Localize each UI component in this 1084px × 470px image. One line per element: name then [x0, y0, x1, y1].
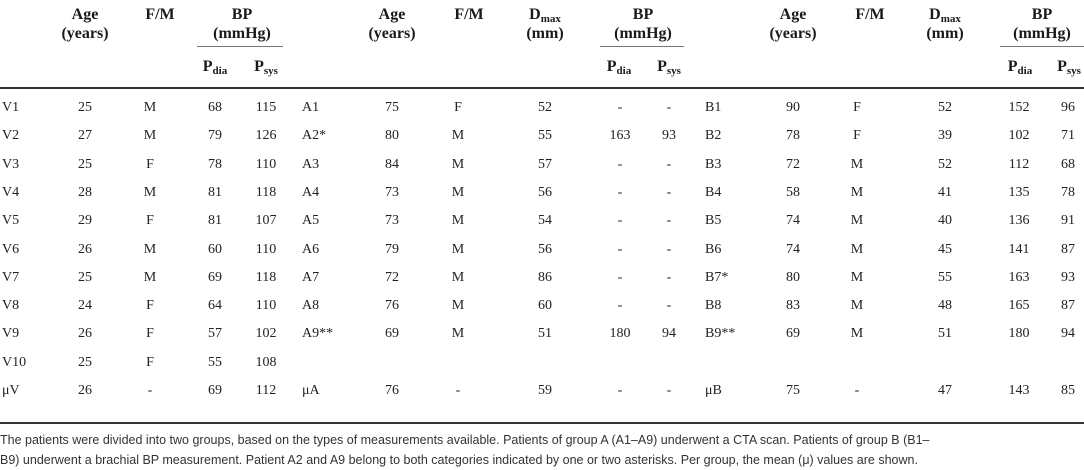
header-psys-b-sub: sys	[1066, 65, 1081, 77]
groupB-cell-dia: 141	[1008, 242, 1030, 257]
groupA-cell-fm: F	[454, 100, 462, 115]
groupA-cell-fm: M	[451, 270, 465, 285]
groupV-cell-id: V4	[2, 185, 20, 200]
header-dmax-a-main: D	[529, 6, 541, 23]
header-bottom-rule	[0, 87, 1084, 89]
groupB-cell-sys: 71	[1061, 128, 1075, 143]
groupB-cell-fm: -	[854, 383, 860, 398]
groupV-cell-age: 25	[78, 157, 92, 172]
groupA-cell-age: 84	[385, 157, 399, 172]
groupV-cell-sys: 108	[255, 355, 277, 370]
header-psys-b	[1057, 57, 1081, 81]
header-pdia-v-sub: dia	[212, 65, 228, 77]
footnote-line-2: B9) underwent a brachial BP measurement. Patient A2 and A9 belong to both categories indicated by one or two asterisks. Per group, the mean (μ) values are shown.	[0, 453, 918, 467]
groupV-cell-age: 24	[78, 298, 92, 313]
groupA-cell-id: A9**	[302, 326, 334, 341]
groupB-cell-sys: 68	[1061, 157, 1075, 172]
groupA-cell-dia: -	[617, 270, 623, 285]
groupV-cell-id: V10	[2, 355, 27, 370]
groupA-cell-fm: M	[451, 185, 465, 200]
header-fm-b: F/M	[855, 6, 885, 23]
groupB-cell-fm: M	[850, 298, 864, 313]
groupB-cell-age: 80	[786, 270, 800, 285]
groupV-cell-dia: 69	[208, 270, 222, 285]
header-age-b: Age	[779, 6, 807, 23]
groupV-cell-sys: 107	[255, 213, 277, 228]
groupV-cell-age: 29	[78, 213, 92, 228]
groupB-cell-sys: 96	[1061, 100, 1075, 115]
groupA-cell-id: A1	[302, 100, 320, 115]
groupA-cell-id: A5	[302, 213, 320, 228]
groupV-cell-dia: 69	[208, 383, 222, 398]
groupB-cell-sys: 87	[1061, 242, 1075, 257]
groupA-cell-age: 72	[385, 270, 399, 285]
groupA-cell-dmax: 51	[538, 326, 552, 341]
table-bottom-rule	[0, 422, 1084, 424]
bp-rule-a	[600, 46, 684, 47]
header-pdia-v-main: P	[202, 58, 213, 75]
header-age-a: Age	[378, 6, 406, 23]
groupV-cell-dia: 55	[208, 355, 222, 370]
groupA-cell-dia: -	[617, 298, 623, 313]
table-footnote	[0, 430, 1084, 470]
groupA-cell-age: 73	[385, 213, 399, 228]
groupA-cell-dia: 180	[609, 326, 631, 341]
groupA-cell-fm: M	[451, 213, 465, 228]
header-psys-a-sub: sys	[666, 65, 681, 77]
groupA-cell-dia: -	[617, 185, 623, 200]
groupV-cell-age: 28	[78, 185, 92, 200]
groupV-cell-age: 25	[78, 100, 92, 115]
groupV-cell-id: V5	[2, 213, 20, 228]
groupB-cell-dmax: 48	[938, 298, 952, 313]
groupB-cell-id: B3	[705, 157, 722, 172]
groupA-cell-sys: 93	[662, 128, 676, 143]
header-age-b-unit: (years)	[769, 25, 817, 42]
groupA-cell-dmax: 54	[538, 213, 552, 228]
groupB-cell-id: B5	[705, 213, 722, 228]
groupV-cell-age: 26	[78, 383, 92, 398]
header-pdia-a-sub: dia	[616, 65, 632, 77]
footnote-line-1: The patients were divided into two groups, based on the types of measurements available. Patients of group A (A1–A9) underwent a CTA scan. Patients of group B (B1–	[0, 433, 930, 447]
bp-rule-v	[197, 46, 283, 47]
groupV-cell-dia: 79	[208, 128, 222, 143]
groupB-cell-fm: M	[850, 326, 864, 341]
groupB-cell-age: 69	[786, 326, 800, 341]
groupV-cell-sys: 112	[255, 383, 277, 398]
groupB-cell-sys: 94	[1061, 326, 1075, 341]
groupA-cell-fm: M	[451, 326, 465, 341]
groupA-cell-sys: -	[666, 298, 672, 313]
groupB-cell-dia: 163	[1008, 270, 1030, 285]
groupV-cell-dia: 68	[208, 100, 222, 115]
groupA-cell-fm: M	[451, 157, 465, 172]
bp-rule-b	[1000, 46, 1084, 47]
groupV-cell-fm: M	[143, 270, 157, 285]
header-dmax-b-main: D	[929, 6, 941, 23]
groupB-cell-dia: 152	[1008, 100, 1030, 115]
groupB-cell-dia: 143	[1008, 383, 1030, 398]
groupV-cell-fm: M	[143, 242, 157, 257]
groupV-cell-fm: M	[143, 185, 157, 200]
groupB-cell-fm: F	[853, 128, 861, 143]
groupV-cell-id: V6	[2, 242, 20, 257]
groupV-cell-id: V1	[2, 100, 20, 115]
groupA-cell-fm: M	[451, 242, 465, 257]
header-bp-a-unit: (mmHg)	[614, 25, 672, 42]
groupB-cell-age: 72	[786, 157, 800, 172]
groupV-cell-fm: F	[146, 213, 154, 228]
header-dmax-b-sub: max	[940, 13, 961, 25]
groupA-cell-id: A2*	[302, 128, 327, 143]
groupB-cell-dmax: 41	[938, 185, 952, 200]
groupA-cell-sys: -	[666, 383, 672, 398]
groupV-cell-dia: 81	[208, 185, 222, 200]
header-bp-a: BP	[632, 6, 654, 23]
groupA-cell-dmax: 52	[538, 100, 552, 115]
groupA-cell-fm: M	[451, 298, 465, 313]
groupA-cell-fm: -	[455, 383, 461, 398]
header-psys-v-sub: sys	[263, 65, 278, 77]
groupA-cell-dia: 163	[609, 128, 631, 143]
groupB-cell-id: B9**	[705, 326, 736, 341]
groupV-cell-fm: F	[146, 298, 154, 313]
groupA-cell-dmax: 60	[538, 298, 552, 313]
groupA-cell-age: 76	[385, 383, 399, 398]
groupB-cell-sys: 93	[1061, 270, 1075, 285]
groupA-cell-dia: -	[617, 100, 623, 115]
header-age-a-unit: (years)	[368, 25, 416, 42]
header-psys-a-main: P	[657, 58, 667, 75]
groupB-cell-dmax: 55	[938, 270, 952, 285]
groupV-cell-age: 25	[78, 355, 92, 370]
groupB-cell-id: B7*	[705, 270, 729, 285]
groupA-cell-dmax: 86	[538, 270, 552, 285]
groupB-cell-dmax: 40	[938, 213, 952, 228]
groupV-cell-age: 26	[78, 326, 92, 341]
groupA-cell-age: 76	[385, 298, 399, 313]
groupB-cell-age: 74	[786, 213, 800, 228]
header-fm-v: F/M	[145, 6, 175, 23]
groupA-cell-dmax: 57	[538, 157, 552, 172]
groupV-cell-dia: 57	[208, 326, 222, 341]
groupB-cell-age: 78	[786, 128, 800, 143]
header-dmax-b-unit: (mm)	[926, 25, 964, 42]
groupV-cell-age: 27	[78, 128, 92, 143]
groupB-cell-id: B8	[705, 298, 722, 313]
header-pdia-b-sub: dia	[1017, 65, 1033, 77]
groupV-cell-sys: 110	[255, 157, 277, 172]
groupV-cell-sys: 118	[255, 185, 277, 200]
header-psys-v	[254, 57, 278, 81]
groupB-cell-sys: 91	[1061, 213, 1075, 228]
groupB-cell-dia: 180	[1008, 326, 1030, 341]
groupA-cell-sys: -	[666, 213, 672, 228]
groupV-cell-fm: F	[146, 326, 154, 341]
header-psys-a	[657, 57, 681, 81]
groupA-cell-dmax: 56	[538, 242, 552, 257]
groupB-cell-sys: 78	[1061, 185, 1075, 200]
groupB-cell-fm: M	[850, 157, 864, 172]
groupV-cell-fm: -	[147, 383, 153, 398]
groupA-cell-age: 73	[385, 185, 399, 200]
groupV-cell-fm: M	[143, 128, 157, 143]
groupV-cell-dia: 78	[208, 157, 222, 172]
groupV-cell-fm: F	[146, 355, 154, 370]
groupB-cell-fm: F	[853, 100, 861, 115]
groupA-cell-dia: -	[617, 157, 623, 172]
groupB-cell-fm: M	[850, 270, 864, 285]
groupA-cell-dmax: 59	[538, 383, 552, 398]
groupV-cell-sys: 102	[255, 326, 277, 341]
header-pdia-a-main: P	[606, 58, 617, 75]
groupA-cell-sys: -	[666, 185, 672, 200]
header-pdia-v	[203, 57, 227, 81]
groupA-cell-sys: 94	[662, 326, 676, 341]
groupB-cell-dmax: 45	[938, 242, 952, 257]
groupA-cell-id: A6	[302, 242, 320, 257]
groupB-cell-dia: 165	[1008, 298, 1030, 313]
header-age-v-unit: (years)	[61, 25, 109, 42]
groupV-cell-id: V8	[2, 298, 20, 313]
groupA-cell-fm: M	[451, 128, 465, 143]
groupV-cell-dia: 60	[208, 242, 222, 257]
header-pdia-a	[607, 57, 631, 81]
groupV-cell-sys: 110	[255, 298, 277, 313]
groupA-cell-sys: -	[666, 270, 672, 285]
groupB-cell-id: B1	[705, 100, 722, 115]
groupV-cell-sys: 126	[255, 128, 277, 143]
groupB-cell-dia: 136	[1008, 213, 1030, 228]
groupA-cell-dia: -	[617, 383, 623, 398]
groupB-cell-fm: M	[850, 213, 864, 228]
groupV-cell-id: V3	[2, 157, 20, 172]
groupA-cell-age: 80	[385, 128, 399, 143]
groupV-cell-id: V7	[2, 270, 20, 285]
groupA-cell-sys: -	[666, 100, 672, 115]
header-bp-v: BP	[231, 6, 253, 23]
groupB-cell-dmax: 39	[938, 128, 952, 143]
groupB-cell-dia: 135	[1008, 185, 1030, 200]
groupV-cell-age: 26	[78, 242, 92, 257]
groupB-cell-dmax: 51	[938, 326, 952, 341]
groupV-cell-sys: 118	[255, 270, 277, 285]
groupB-cell-id: B2	[705, 128, 722, 143]
groupA-cell-id: A4	[302, 185, 320, 200]
groupB-cell-dmax: 52	[938, 100, 952, 115]
header-pdia-b	[1008, 57, 1032, 81]
groupB-cell-id: B4	[705, 185, 722, 200]
groupV-cell-id: V9	[2, 326, 20, 341]
groupB-cell-age: 83	[786, 298, 800, 313]
groupV-cell-sys: 110	[255, 242, 277, 257]
header-fm-a: F/M	[454, 6, 484, 23]
groupA-cell-id: A8	[302, 298, 320, 313]
groupA-cell-id: A3	[302, 157, 320, 172]
groupV-cell-sys: 115	[255, 100, 277, 115]
header-age-v: Age	[71, 6, 99, 23]
groupA-cell-age: 79	[385, 242, 399, 257]
groupB-cell-dia: 102	[1008, 128, 1030, 143]
groupA-cell-dia: -	[617, 213, 623, 228]
header-bp-b: BP	[1031, 6, 1053, 23]
groupB-cell-dia: 112	[1008, 157, 1030, 172]
groupB-cell-id: μB	[705, 383, 722, 398]
groupA-cell-sys: -	[666, 157, 672, 172]
groupA-cell-age: 69	[385, 326, 399, 341]
groupV-cell-id: V2	[2, 128, 20, 143]
groupV-cell-id: μV	[2, 383, 20, 398]
groupA-cell-sys: -	[666, 242, 672, 257]
header-bp-v-unit: (mmHg)	[213, 25, 271, 42]
groupA-cell-id: A7	[302, 270, 320, 285]
groupV-cell-dia: 81	[208, 213, 222, 228]
groupV-cell-fm: F	[146, 157, 154, 172]
groupB-cell-fm: M	[850, 185, 864, 200]
header-psys-v-main: P	[254, 58, 264, 75]
groupB-cell-fm: M	[850, 242, 864, 257]
groupV-cell-age: 25	[78, 270, 92, 285]
groupA-cell-id: μA	[302, 383, 320, 398]
groupA-cell-dmax: 55	[538, 128, 552, 143]
groupB-cell-dmax: 52	[938, 157, 952, 172]
groupV-cell-dia: 64	[208, 298, 222, 313]
groupB-cell-sys: 85	[1061, 383, 1075, 398]
groupB-cell-age: 90	[786, 100, 800, 115]
header-bp-b-unit: (mmHg)	[1013, 25, 1071, 42]
groupB-cell-dmax: 47	[938, 383, 952, 398]
groupA-cell-age: 75	[385, 100, 399, 115]
header-dmax-a-unit: (mm)	[526, 25, 564, 42]
groupB-cell-age: 74	[786, 242, 800, 257]
groupB-cell-age: 75	[786, 383, 800, 398]
groupV-cell-fm: M	[143, 100, 157, 115]
header-dmax-a-sub: max	[540, 13, 561, 25]
header-psys-b-main: P	[1057, 58, 1067, 75]
groupB-cell-id: B6	[705, 242, 722, 257]
groupA-cell-dia: -	[617, 242, 623, 257]
groupA-cell-dmax: 56	[538, 185, 552, 200]
header-pdia-b-main: P	[1007, 58, 1018, 75]
groupB-cell-sys: 87	[1061, 298, 1075, 313]
groupB-cell-age: 58	[786, 185, 800, 200]
